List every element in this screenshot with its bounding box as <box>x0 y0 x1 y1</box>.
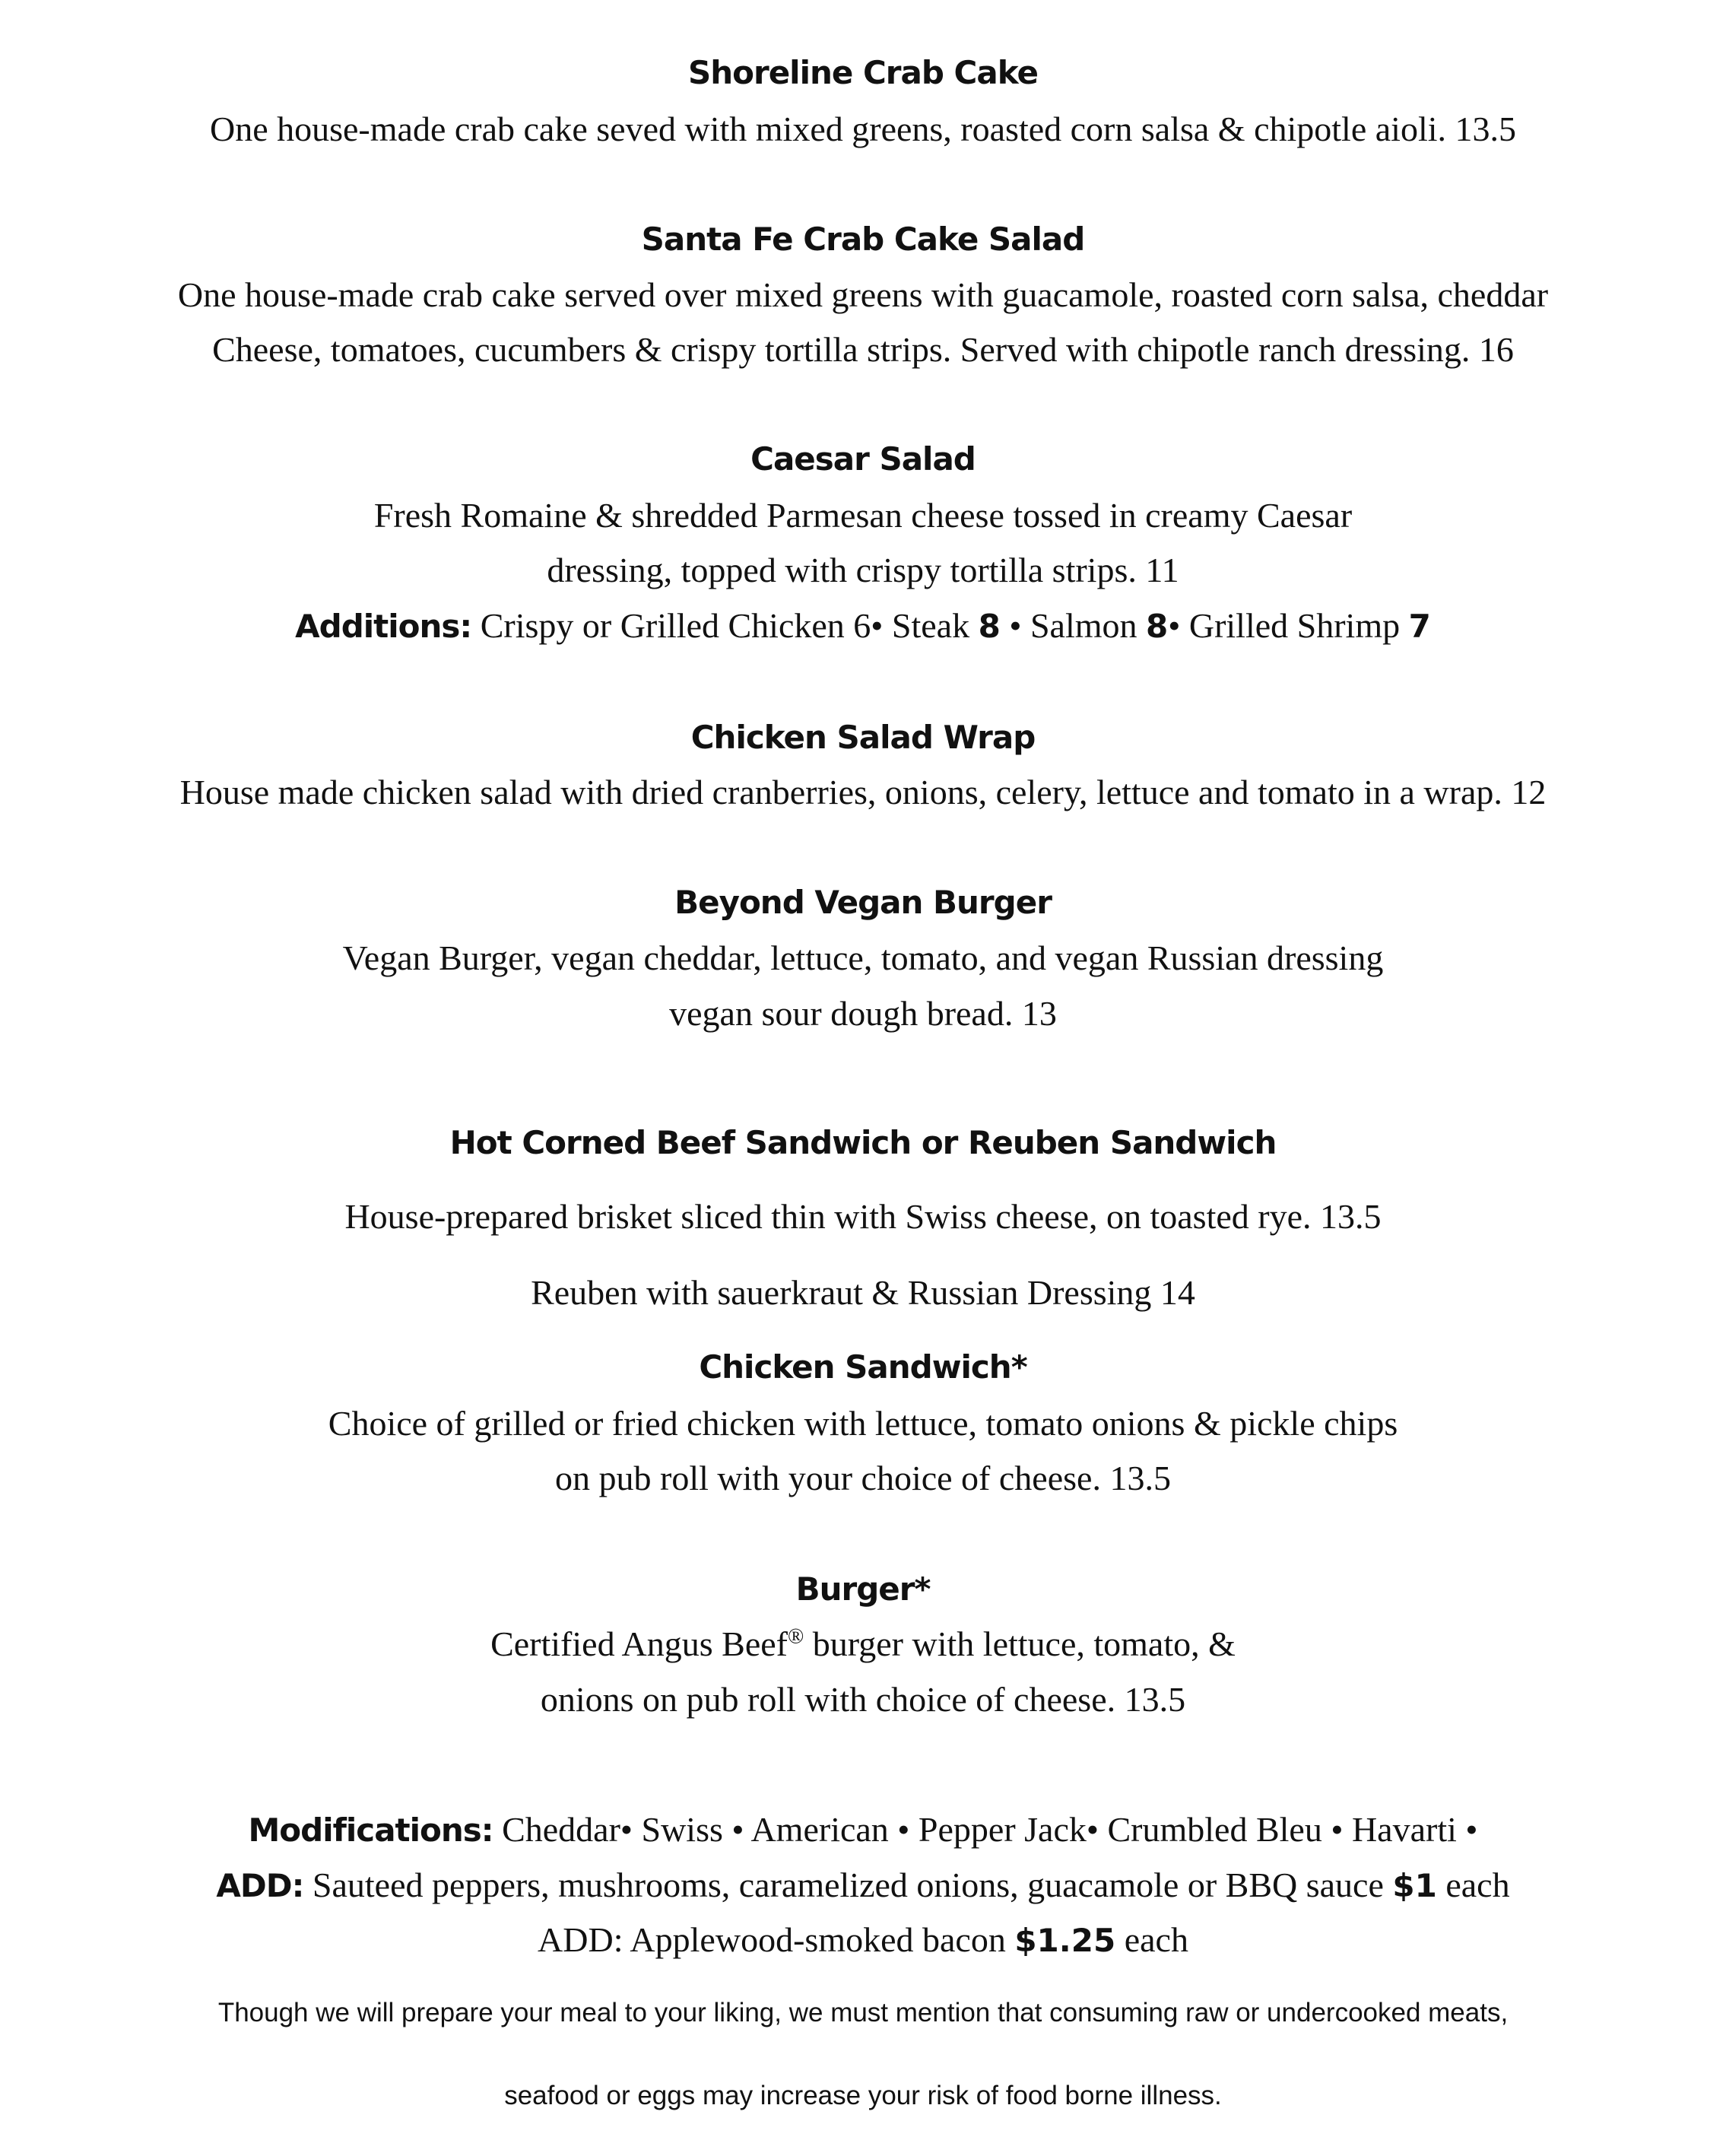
item-title-corned-beef-reuben: Hot Corned Beef Sandwich or Reuben Sandwich <box>449 1124 1277 1161</box>
modifications-label: Modifications: <box>248 1811 493 1849</box>
add-bacon-price: $1.25 <box>1014 1922 1116 1959</box>
modifications-line <box>0 1807 1726 1853</box>
registered-mark: ® <box>788 1624 804 1649</box>
item-desc-vegan-burger-line1: Vegan Burger, vegan cheddar, lettuce, tomato, and vegan Russian dressing <box>342 938 1384 977</box>
additions-label: Additions: <box>295 608 472 645</box>
food-safety-disclaimer-line2: seafood or eggs may increase your risk of food borne illness. <box>504 2081 1222 2110</box>
item-title-chicken-salad-wrap: Chicken Salad Wrap <box>690 719 1036 756</box>
item-desc-santa-fe-salad-line2: Cheese, tomatoes, cucumbers & crispy tortilla strips. Served with chipotle ranch dressing. 16 <box>212 330 1514 369</box>
item-desc-caesar-salad-line2: dressing, topped with crispy tortilla strips. 11 <box>547 551 1179 589</box>
item-desc-chicken-salad-wrap: House made chicken salad with dried cranberries, onions, celery, lettuce and tomato in a wrap. 12 <box>179 773 1547 811</box>
item-desc-corned-beef: House-prepared brisket sliced thin with Swiss cheese, on toasted rye. 13.5 <box>344 1197 1382 1236</box>
item-desc-reuben: Reuben with sauerkraut & Russian Dressing 14 <box>531 1273 1195 1312</box>
add-toppings-price: $1 <box>1392 1867 1437 1904</box>
add-toppings-text: Sauteed peppers, mushrooms, caramelized onions, guacamole or BBQ sauce <box>303 1865 1393 1904</box>
food-safety-disclaimer-line1: Though we will prepare your meal to your liking, we must mention that consuming raw or undercooked meats, <box>217 1998 1509 2027</box>
burger-desc-post: burger with lettuce, tomato, & <box>804 1624 1236 1663</box>
item-desc-burger-line2: onions on pub roll with choice of cheese. 13.5 <box>540 1680 1186 1719</box>
item-desc-burger-line1 <box>0 1621 1726 1667</box>
additions-steak-price: 8 <box>978 608 1001 645</box>
additions-salmon-price: 8 <box>1146 608 1169 645</box>
item-title-beyond-vegan-burger: Beyond Vegan Burger <box>674 884 1052 921</box>
additions-shrimp: • Grilled Shrimp <box>1168 606 1409 645</box>
add-toppings-suffix: each <box>1436 1865 1510 1904</box>
additions-chicken: Crispy or Grilled Chicken 6• Steak <box>471 606 979 645</box>
item-desc-chicken-sandwich-line2: on pub roll with your choice of cheese. 13.5 <box>555 1459 1171 1497</box>
item-desc-chicken-sandwich-line1: Choice of grilled or fried chicken with lettuce, tomato onions & pickle chips <box>328 1404 1398 1443</box>
add-bacon-line <box>0 1917 1726 1964</box>
item-title-shoreline-crab-cake: Shoreline Crab Cake <box>687 54 1039 91</box>
item-desc-caesar-salad-line1: Fresh Romaine & shredded Parmesan cheese tossed in creamy Caesar <box>373 496 1353 535</box>
add-bacon-text: ADD: Applewood-smoked bacon <box>538 1920 1015 1959</box>
item-desc-santa-fe-salad-line1: One house-made crab cake served over mixed greens with guacamole, roasted corn salsa, cheddar <box>177 275 1549 314</box>
additions-salmon: • Salmon <box>1000 606 1147 645</box>
item-title-chicken-sandwich: Chicken Sandwich* <box>699 1348 1027 1386</box>
add-bacon-suffix: each <box>1115 1920 1188 1959</box>
additions-shrimp-price: 7 <box>1408 608 1431 645</box>
burger-desc-pre: Certified Angus Beef <box>490 1624 788 1663</box>
item-title-caesar-salad: Caesar Salad <box>750 440 976 478</box>
item-title-burger: Burger* <box>795 1570 931 1608</box>
item-desc-vegan-burger-line2: vegan sour dough bread. 13 <box>669 994 1057 1033</box>
item-desc-shoreline-crab-cake: One house-made crab cake seved with mixed greens, roasted corn salsa & chipotle aioli. 13.5 <box>209 110 1517 148</box>
add-label: ADD: <box>216 1867 304 1904</box>
caesar-additions-line <box>0 603 1726 649</box>
item-title-santa-fe-salad: Santa Fe Crab Cake Salad <box>641 221 1085 258</box>
add-toppings-line <box>0 1862 1726 1909</box>
modifications-cheeses: Cheddar• Swiss • American • Pepper Jack• Crumbled Bleu • Havarti • <box>493 1810 1478 1849</box>
